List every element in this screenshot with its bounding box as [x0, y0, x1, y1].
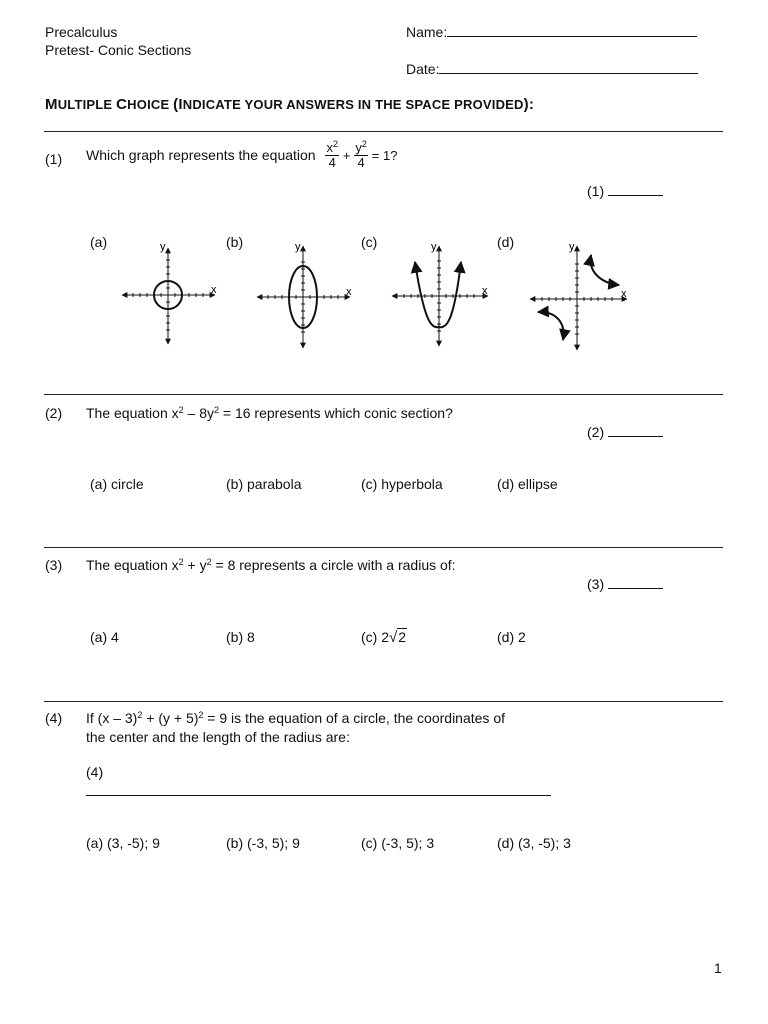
name-blank[interactable] [447, 24, 697, 37]
divider-4 [44, 701, 723, 702]
svg-text:y: y [569, 241, 575, 253]
option-c[interactable]: (c) hyperbola [361, 476, 443, 492]
name-label: Name: [406, 24, 448, 40]
graph-label-b: (b) [226, 234, 244, 250]
question-prompt: The equation $x^2 + y^2 = 8$ represents a circle with a radius of: [86, 557, 456, 573]
question-number: (1) [45, 151, 63, 167]
graph-b-ellipse[interactable] [257, 241, 352, 348]
answer-slot-2[interactable]: (2) [587, 424, 663, 441]
course-title: Precalculus [45, 24, 118, 40]
option-c[interactable]: (c) (-3, 5); 3 [361, 835, 435, 851]
date-field[interactable] [406, 61, 698, 78]
question-number: (4) [45, 710, 63, 726]
question-number: (3) [45, 557, 63, 573]
answer-line-4[interactable] [86, 795, 551, 796]
graph-a-circle[interactable] [122, 241, 217, 344]
option-b[interactable]: (b) (-3, 5); 9 [226, 835, 300, 851]
svg-text:y: y [295, 241, 301, 253]
graph-label-c: (c) [361, 234, 378, 250]
question-prompt: If $(x - 3)^2 + (y + 5)^2 = 9$ is the equation of a circle, the coordinates of [86, 710, 505, 726]
square-root-icon: √ [389, 629, 398, 646]
option-b[interactable]: (b) parabola [226, 476, 302, 492]
fraction-x: $\frac{x^2}{4}$ [326, 139, 338, 171]
page-number: 1 [714, 960, 722, 976]
option-c[interactable]: (c) 2√2 [361, 629, 407, 646]
question-number: (2) [45, 405, 63, 421]
fraction-y: $\frac{y^2}{4}$ [355, 139, 367, 171]
option-a[interactable]: (a) 4 [90, 629, 119, 645]
option-a[interactable]: (a) (3, -5); 9 [86, 835, 160, 851]
graph-label-d: (d) [497, 234, 515, 250]
graph-d-hyperbola[interactable] [530, 241, 627, 350]
graph-label-a: (a) [90, 234, 108, 250]
answer-slot-1[interactable]: (1) [587, 183, 663, 200]
option-d[interactable]: (d) (3, -5); 3 [497, 835, 571, 851]
test-subtitle: Pretest- Conic Sections [45, 42, 192, 58]
date-label: Date: [406, 61, 440, 77]
svg-text:x: x [621, 288, 627, 300]
graph-c-parabola[interactable] [392, 241, 488, 346]
name-field[interactable] [406, 24, 697, 41]
option-d[interactable]: (d) 2 [497, 629, 526, 645]
option-d[interactable]: (d) ellipse [497, 476, 558, 492]
answer-blank[interactable] [608, 576, 663, 589]
svg-text:x: x [346, 286, 352, 298]
section-title: MULTIPLE CHOICE (INDICATE YOUR ANSWERS IN THE SPACE PROVIDED): [45, 96, 535, 113]
graph-options [0, 238, 768, 358]
answer-slot-3[interactable]: (3) [587, 576, 663, 593]
option-a[interactable]: (a) circle [90, 476, 144, 492]
divider-2 [44, 394, 723, 395]
answer-blank[interactable] [608, 424, 663, 437]
answer-label-4: (4) [86, 764, 104, 780]
question-prompt-line2: the center and the length of the radius are: [86, 729, 350, 745]
y-axis-label: y [160, 241, 166, 253]
svg-text:y: y [431, 241, 437, 253]
question-prompt: The equation $x^2 - 8y^2 = 16$ represents which conic section? [86, 405, 453, 421]
x-axis-label: x [211, 284, 217, 296]
date-blank[interactable] [439, 61, 698, 74]
answer-blank[interactable] [608, 183, 663, 196]
option-b[interactable]: (b) 8 [226, 629, 255, 645]
question-prompt: Which graph represents the equation $\frac{x^2}{4}$ + $\frac{y^2}{4}$ = 1? [86, 139, 398, 171]
svg-text:x: x [482, 285, 488, 297]
divider-3 [44, 547, 723, 548]
divider-1 [44, 131, 723, 132]
